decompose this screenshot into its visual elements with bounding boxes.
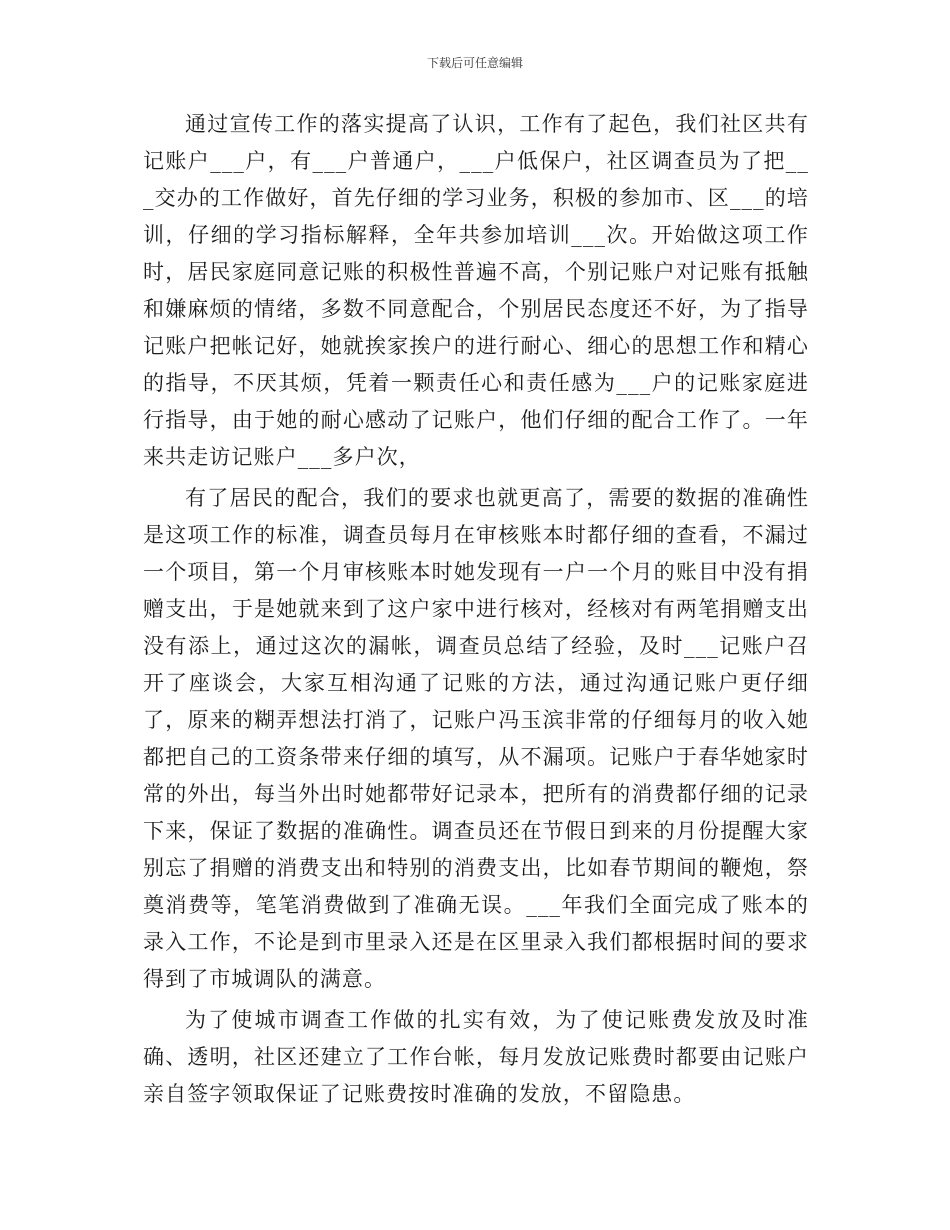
page-header: 下载后可任意编辑 [426, 56, 523, 70]
paragraph: 为了使城市调查工作做的扎实有效，为了使记账费发放及时准确、透明，社区还建立了工作台帐，每月发放记账费时都要由记账户亲自签字领取保证了记账费按时准确的发放，不留隐患。 [143, 1008, 809, 1106]
paragraph: 有了居民的配合，我们的要求也就更高了，需要的数据的准确性是这项工作的标准，调查员每月在审核账本时都仔细的查看，不漏过一个项目，第一个月审核账本时她发现有一户一个月的账目中没有捐赠支出，于是她就来到了这户家中进行核对，经核对有两笔捐赠支出没有添上，通过这次的漏帐，调查员总结了经验，及时___记账户召开了座谈会，大家互相沟通了记账的方法，通过沟通记账户更仔细了，原来的糊弄想法打消了，记账户冯玉滨非常的仔细每月的收入她都把自己的工资条带来仔细的填写，从不漏项。记账户于春华她家时常的外出，每当外出时她都带好记录本，把所有的消费都仔细的记录下来，保证了数据的准确性。调查员还在节假日到来的月份提醒大家别忘了捐赠的消费支出和特别的消费支出，比如春节期间的鞭炮，祭奠消费等，笔笔消费做到了准确无误。___年我们全面完成了账本的录入工作，不论是到市里录入还是在区里录入我们都根据时间的要求得到了市城调队的满意。 [143, 486, 809, 991]
paragraph: 通过宣传工作的落实提高了认识，工作有了起色，我们社区共有记账户___户，有___户普通户，___户低保户，社区调查员为了把___交办的工作做好，首先仔细的学习业务，积极的参加市、区___的培训，仔细的学习指标解释，全年共参加培训___次。开始做这项工作时，居民家庭同意记账的积极性普遍不高，个别记账户对记账有抵触和嫌麻烦的情绪，多数不同意配合，个别居民态度还不好，为了指导记账户把帐记好，她就挨家挨户的进行耐心、细心的思想工作和精心的指导，不厌其烦，凭着一颗责任心和责任感为___户的记账家庭进行指导，由于她的耐心感动了记账户，他们仔细的配合工作了。一年来共走访记账户___多户次， [143, 112, 809, 469]
document-body [143, 106, 809, 1117]
